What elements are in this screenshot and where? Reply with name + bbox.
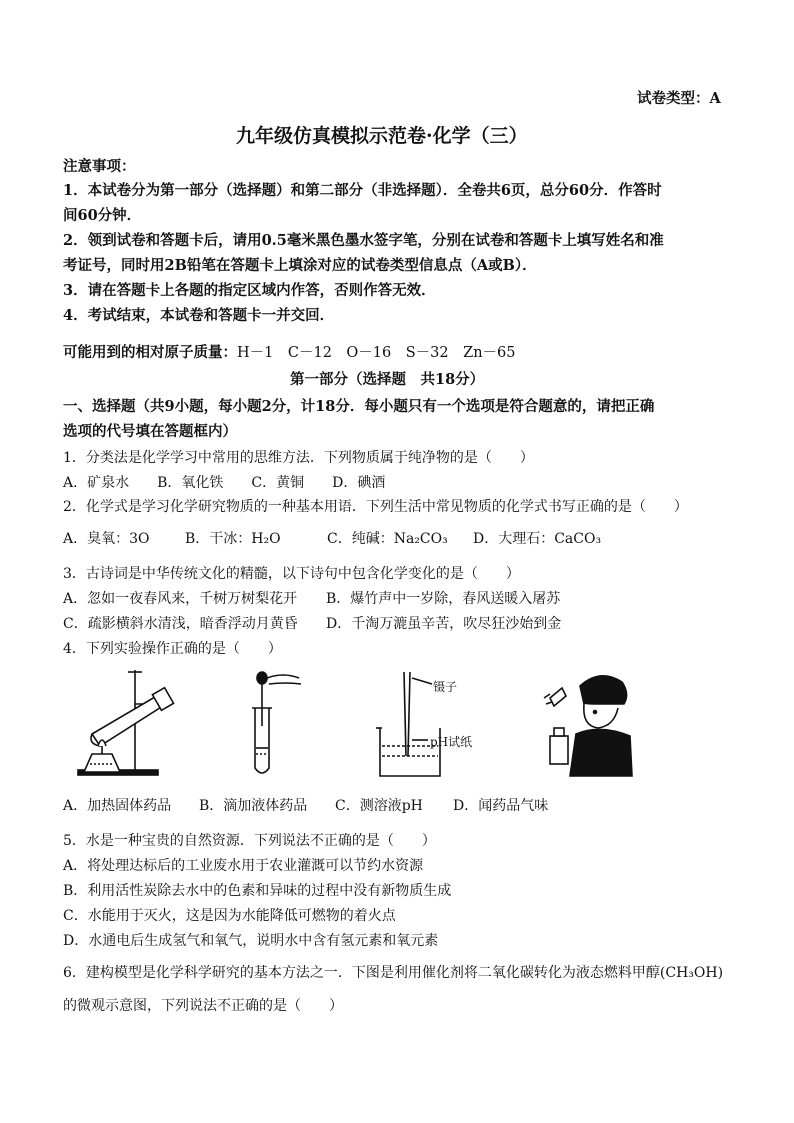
dropping-liquid-illustration	[235, 668, 315, 780]
q3-stem: 3．古诗词是中华传统文化的精髓，以下诗句中包含化学变化的是（ ）	[63, 566, 520, 582]
q2-option-c: C．纯碱：Na₂CO₃	[327, 531, 448, 547]
q3-option-a: A．忽如一夜春风来，千树万树梨花开	[63, 591, 298, 607]
note-2-line-1: 2．领到试卷和答题卡后，请用0.5毫米黑色墨水签字笔，分别在试卷和答题卡上填写姓名和准	[63, 232, 664, 249]
q5-option-a: A．将处理达标后的工业废水用于农业灌溉可以节约水资源	[63, 858, 424, 874]
note-4: 4．考试结束，本试卷和答题卡一并交回．	[63, 307, 335, 324]
ph-paper-label: pH试纸	[430, 735, 473, 749]
q3-option-c: C．疏影横斜水清浅，暗香浮动月黄昏	[63, 616, 298, 632]
q1-options: A．矿泉水 B．氧化铁 C．黄铜 D．碘酒	[63, 475, 386, 491]
atomic-masses	[63, 341, 516, 362]
q1-stem: 1．分类法是化学学习中常用的思维方法．下列物质属于纯净物的是（ ）	[63, 450, 534, 466]
section-instructions-line-2: 选项的代号填在答题框内）	[63, 423, 237, 440]
notes-heading: 注意事项：	[63, 158, 136, 175]
q3-option-b: B．爆竹声中一岁除，春风送暖入屠苏	[326, 591, 561, 607]
note-1-line-1: 1．本试卷分为第一部分（选择题）和第二部分（非选择题）．全卷共6页，总分60分．作答时	[63, 182, 662, 199]
section-instructions-line-1: 一、选择题（共9小题，每小题2分，计18分．每小题只有一个选项是符合题意的，请把正确	[63, 398, 655, 415]
q4-option-c: C．测溶液pH	[335, 798, 423, 814]
note-3: 3．请在答题卡上各题的指定区域内作答，否则作答无效．	[63, 282, 436, 299]
tweezers-label: 镊子	[433, 680, 458, 694]
smelling-chemical-illustration	[540, 664, 635, 780]
page-title: 九年级仿真模拟示范卷·化学（三）	[236, 125, 528, 147]
q2-option-b: B．干冰：H₂O	[185, 531, 281, 547]
q5-option-d: D．水通电后生成氢气和氧气，说明水中含有氢元素和氧元素	[63, 933, 439, 949]
atomic-masses-values: H－1 C－12 O－16 S－32 Zn－65	[237, 345, 516, 361]
heating-solid-illustration	[70, 664, 200, 780]
q6-stem-line-2: 的微观示意图，下列说法不正确的是（ ）	[63, 998, 343, 1014]
q4-option-b: B．滴加液体药品	[199, 798, 308, 814]
q2-option-a: A．臭氧：3O	[63, 531, 150, 547]
q3-option-d: D．千淘万漉虽辛苦，吹尽狂沙始到金	[326, 616, 562, 632]
part1-heading: 第一部分（选择题 共18分）	[290, 371, 485, 388]
q5-stem: 5．水是一种宝贵的自然资源．下列说法不正确的是（ ）	[63, 833, 436, 849]
q4-option-a: A．加热固体药品	[63, 798, 172, 814]
q4-stem: 4．下列实验操作正确的是（ ）	[63, 641, 282, 657]
q2-option-d: D．大理石：CaCO₃	[473, 531, 602, 547]
note-2-line-2: 考证号，同时用2B铅笔在答题卡上填涂对应的试卷类型信息点（A或B）．	[63, 257, 537, 274]
paper-type-label: 试卷类型：A	[637, 90, 721, 107]
note-1-line-2: 间60分钟．	[63, 207, 142, 224]
ph-test-illustration	[370, 666, 490, 782]
q5-option-b: B．利用活性炭除去水中的色素和异味的过程中没有新物质生成	[63, 883, 452, 899]
q5-option-c: C．水能用于灭火，这是因为水能降低可燃物的着火点	[63, 908, 396, 924]
q6-stem-line-1: 6．建构模型是化学科学研究的基本方法之一．下图是利用催化剂将二氧化碳转化为液态燃料甲醇(CH₃OH)	[63, 965, 724, 981]
atomic-masses-label: 可能用到的相对原子质量：	[63, 344, 237, 361]
q2-stem: 2．化学式是学习化学研究物质的一种基本用语．下列生活中常见物质的化学式书写正确的是（ ）	[63, 499, 688, 515]
q4-option-d: D．闻药品气味	[453, 798, 549, 814]
